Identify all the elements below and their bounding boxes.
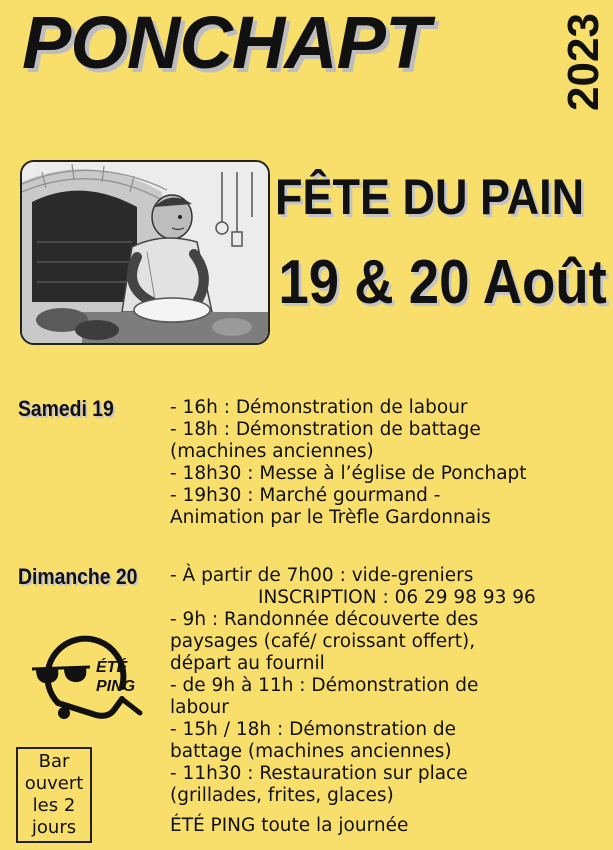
program-line: paysages (café/ croissant offert), [170, 631, 476, 652]
bar-text-line: les 2 [32, 795, 76, 816]
village-title: PONCHAPT [22, 1, 430, 84]
program-line: - 19h30 : Marché gourmand - [170, 485, 441, 506]
sunglasses-icon [32, 667, 90, 683]
bar-text-line: jours [31, 817, 77, 838]
sunday-program [170, 565, 610, 837]
spacer [170, 807, 610, 815]
ete-ping-logo [18, 625, 148, 725]
event-name: FÊTE DU PAIN [275, 169, 585, 225]
program-line: - 18h30 : Messe à l’église de Ponchapt [170, 463, 527, 484]
ete-ping-note: ÉTÉ PING toute la journée [170, 815, 409, 836]
bar-text-line: ouvert [24, 773, 84, 794]
program-line: départ au fournil [170, 653, 325, 674]
program-line: - de 9h à 11h : Démonstration de [170, 675, 479, 696]
registration-phone: INSCRIPTION : 06 29 98 93 96 [258, 587, 536, 608]
program-line: - 15h / 18h : Démonstration de [170, 719, 457, 740]
program-line: - 9h : Randonnée découverte des [170, 609, 479, 630]
sunday-label: Dimanche 20 [18, 564, 138, 589]
saturday-label: Samedi 19 [18, 396, 114, 421]
program-line: - À partir de 7h00 : vide-greniers [170, 565, 474, 586]
program-line: - 16h : Démonstration de labour [170, 397, 468, 418]
program-line: battage (machines anciennes) [170, 741, 452, 762]
program-line: - 11h30 : Restauration sur place [170, 763, 468, 784]
program-line: labour [170, 697, 229, 718]
year-label: 2023 [559, 13, 608, 111]
logo-text-ping: PING [96, 678, 136, 695]
baker-illustration [20, 160, 270, 345]
program-line: - 18h : Démonstration de battage [170, 419, 481, 440]
ete-ping-logo-graphic [18, 625, 148, 725]
saturday-program [170, 397, 610, 529]
event-dates: 19 & 20 Août [278, 248, 607, 317]
logo-text-ete: ÉTÉ [96, 659, 128, 676]
bar-text-line: Bar [38, 751, 70, 772]
program-line: Animation par le Trèfle Gardonnais [170, 507, 491, 528]
program-line: (grillades, frites, glaces) [170, 785, 394, 806]
baker-kneading-bread-illustration [22, 162, 270, 345]
program-line: (machines anciennes) [170, 441, 374, 462]
bar-open-box [16, 747, 92, 843]
